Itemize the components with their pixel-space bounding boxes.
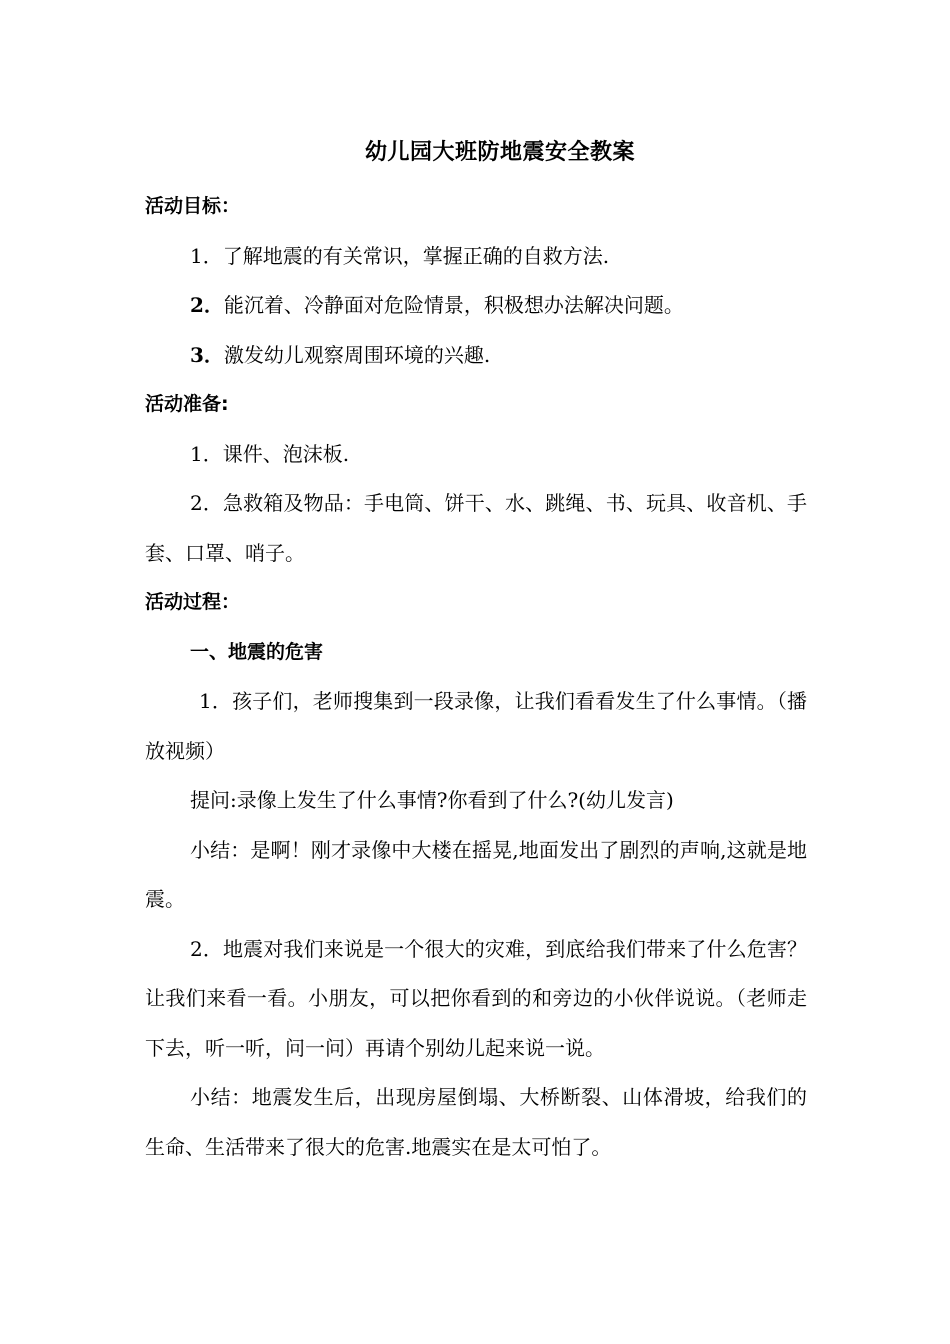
prep-text: 课件、泡沫板.	[222, 441, 350, 466]
goals-heading: 活动目标：	[145, 195, 241, 217]
goal-text: 了解地震的有关常识，掌握正确的自救方法.	[222, 243, 610, 268]
prep-number: 1．	[190, 441, 223, 466]
goal-item	[145, 232, 807, 282]
process-heading: 活动过程：	[145, 591, 241, 613]
process-paragraph: 小结：地震发生后，出现房屋倒塌、大桥断裂、山体滑坡，给我们的生命、生活带来了很大的危害.地震实在是太可怕了。	[145, 1085, 807, 1159]
document-title: 幼儿园大班防地震安全教案	[364, 140, 635, 165]
goal-number: 2．	[190, 293, 224, 317]
prep-item	[145, 430, 807, 480]
goal-text: 激发幼儿观察周围环境的兴趣.	[223, 342, 491, 367]
prep-heading: 活动准备:	[145, 393, 229, 415]
process-paragraph: 小结：是啊！刚才录像中大楼在摇晃,地面发出了剧烈的声响,这就是地震。	[145, 837, 807, 911]
process-paragraph: 2．地震对我们来说是一个很大的灾难，到底给我们带来了什么危害？让我们来看一看。小朋友，可以把你看到的和旁边的小伙伴说说。（老师走下去，听一听，问一问）再请个别幼儿起来说一说。	[145, 936, 807, 1060]
goal-number: 1．	[190, 243, 223, 268]
prep-number: 2．	[190, 491, 224, 515]
document-body	[145, 182, 807, 1172]
goal-number: 3．	[190, 342, 224, 367]
goal-text: 能沉着、冷静面对危险情景，积极想办法解决问题。	[223, 293, 684, 317]
goal-item	[145, 281, 807, 331]
part1-heading: 一、地震的危害	[190, 640, 324, 663]
goal-item	[145, 331, 807, 381]
prep-item	[145, 479, 807, 578]
process-paragraph: 提问:录像上发生了什么事情?你看到了什么?(幼儿发言)	[190, 788, 674, 812]
process-paragraph: 1．孩子们，老师搜集到一段录像，让我们看看发生了什么事情。（播放视频）	[145, 689, 807, 763]
prep-text: 急救箱及物品：手电筒、饼干、水、跳绳、书、玩具、收音机、手套、口罩、哨子。	[145, 491, 807, 565]
